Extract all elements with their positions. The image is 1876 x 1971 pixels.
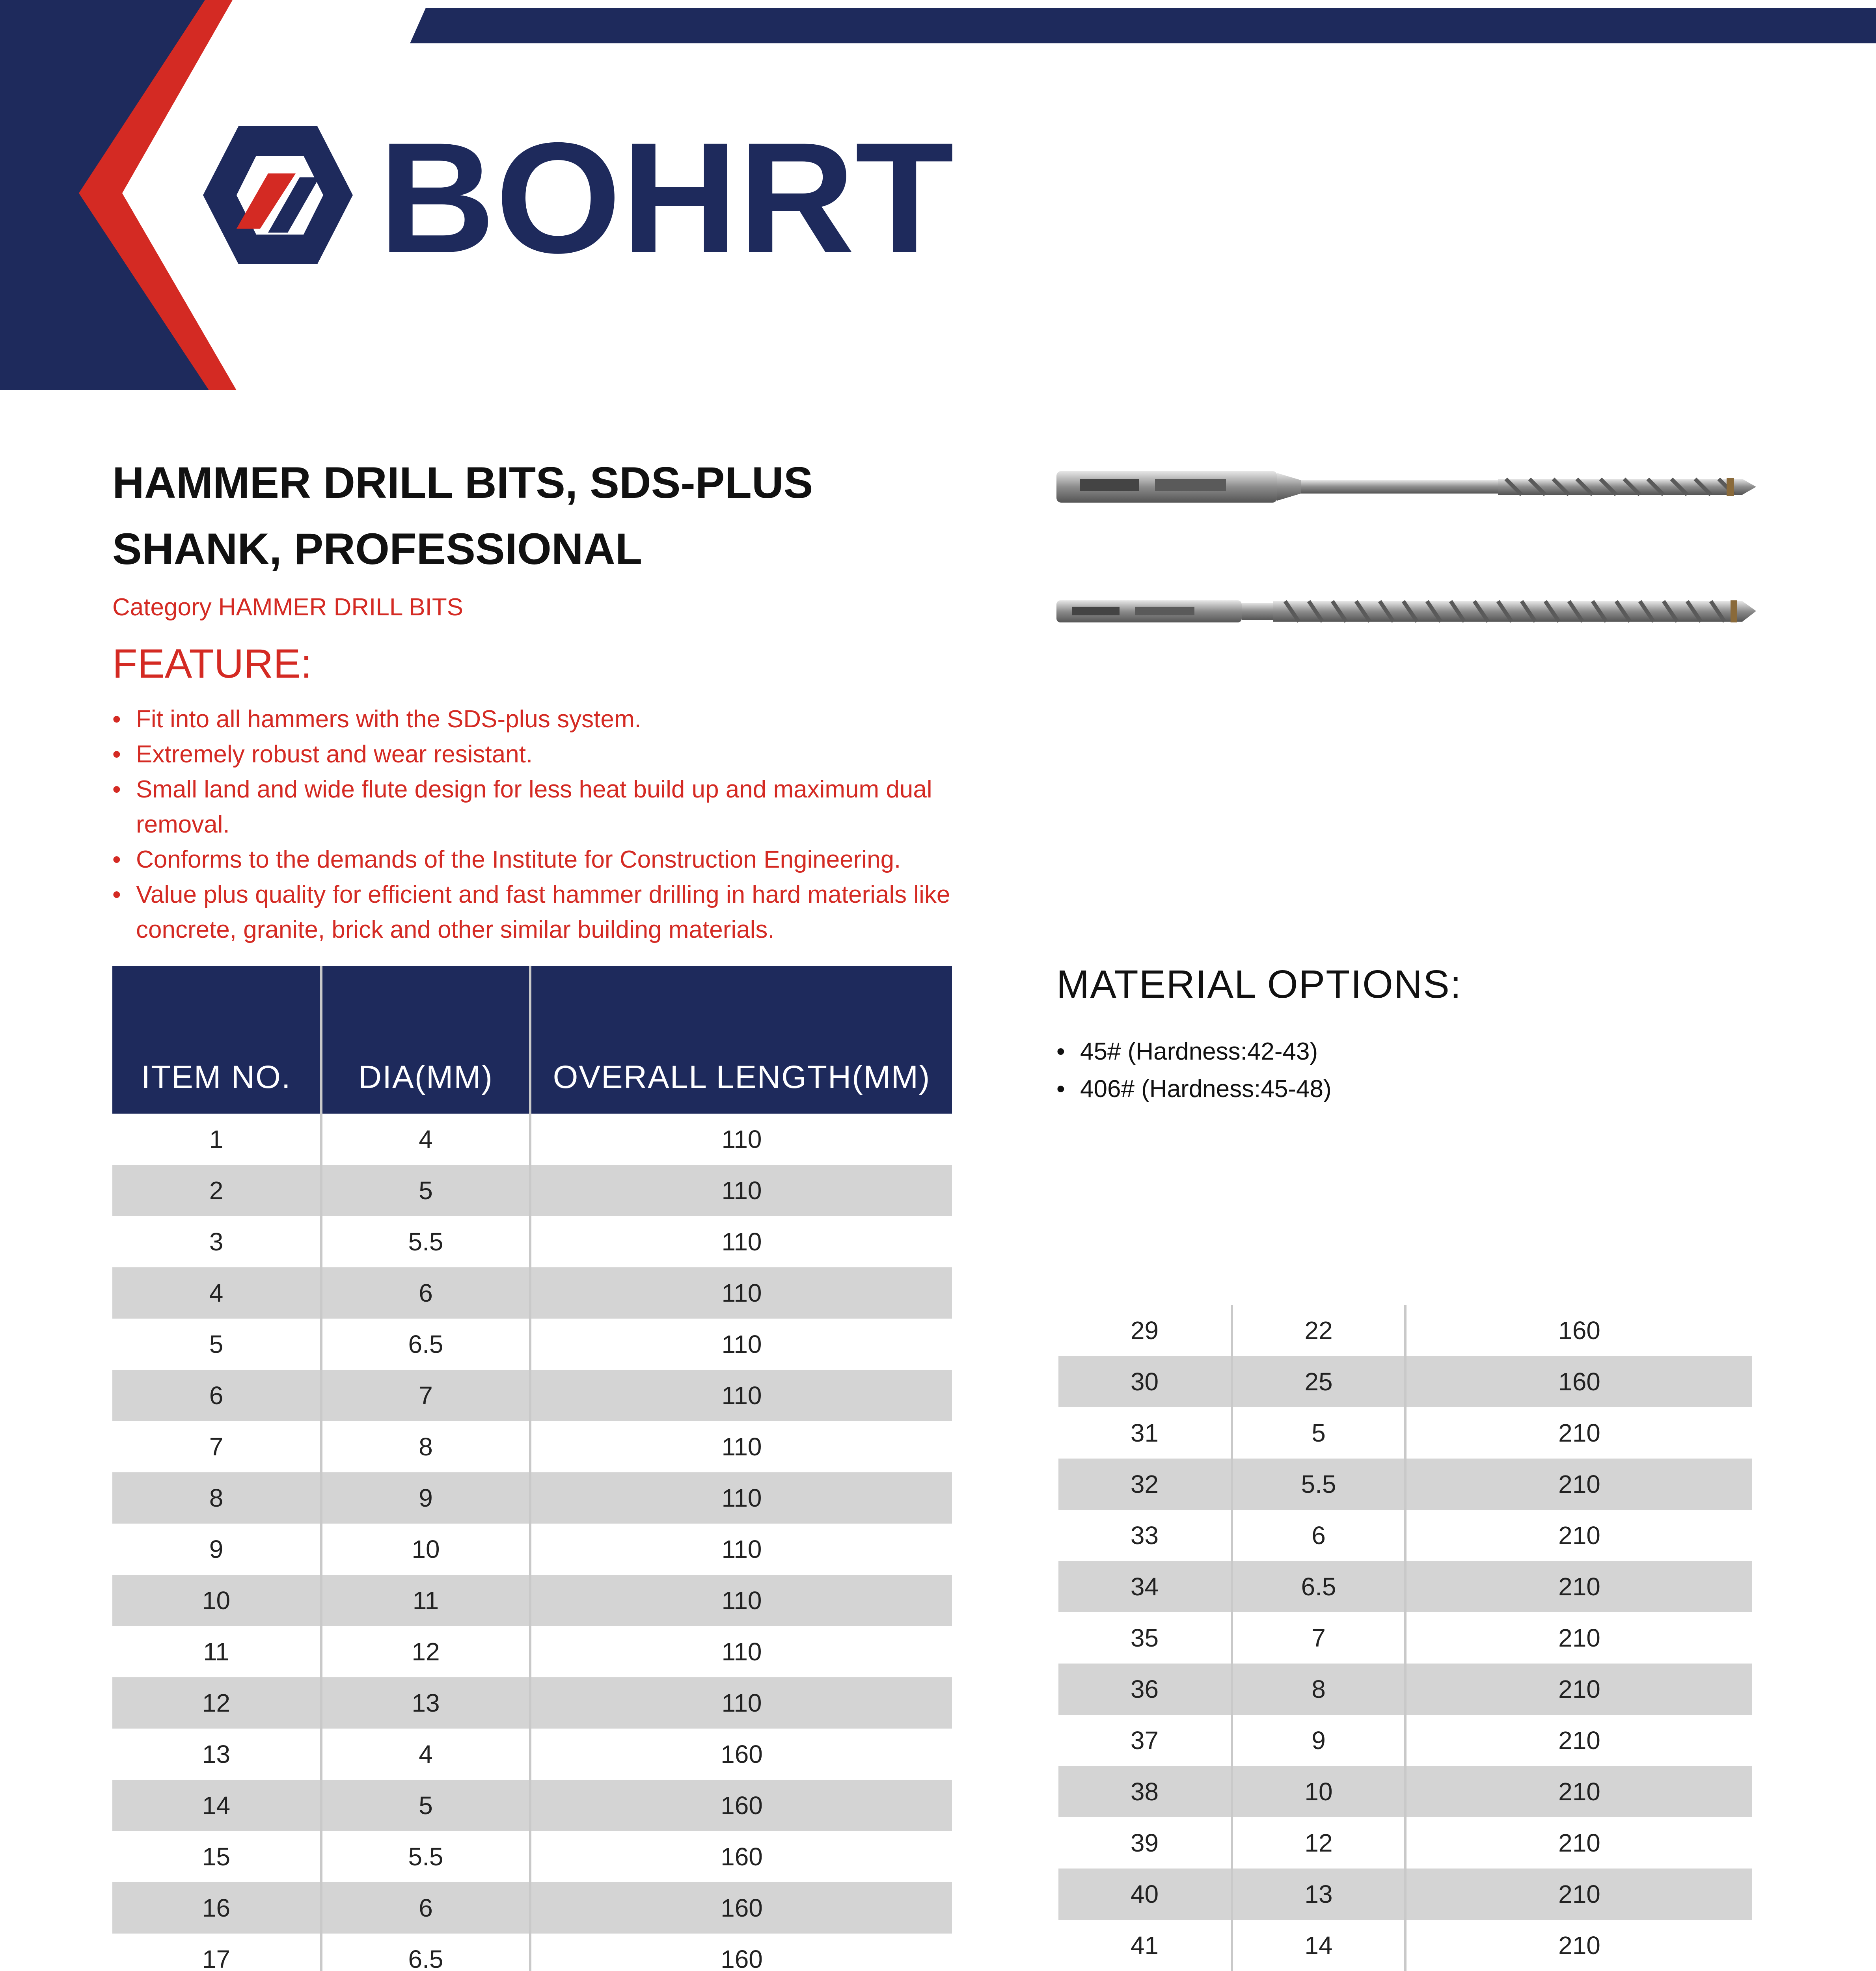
cell-dia: 4 xyxy=(321,1729,530,1780)
feature-heading: FEATURE: xyxy=(112,641,312,687)
cell-length: 110 xyxy=(530,1319,952,1370)
table-row xyxy=(1058,1510,1752,1561)
table-row xyxy=(1058,1612,1752,1664)
cell-item-no: 7 xyxy=(112,1421,321,1472)
cell-dia: 5 xyxy=(1232,1407,1405,1459)
cell-item-no: 3 xyxy=(112,1216,321,1267)
cell-dia: 5 xyxy=(321,1165,530,1216)
table-row xyxy=(112,1524,952,1575)
cell-dia: 22 xyxy=(1232,1305,1405,1356)
cell-item-no: 29 xyxy=(1058,1305,1232,1356)
material-option: • 45# (Hardness:42-43) xyxy=(1056,1033,1332,1070)
cell-length: 210 xyxy=(1405,1920,1752,1971)
cell-dia: 10 xyxy=(321,1524,530,1575)
table-row xyxy=(112,1472,952,1524)
table-row xyxy=(112,1216,952,1267)
cell-length: 210 xyxy=(1405,1459,1752,1510)
table-row xyxy=(112,1934,952,1971)
cell-dia: 4 xyxy=(321,1114,530,1165)
cell-dia: 12 xyxy=(1232,1817,1405,1869)
feature-item: • Extremely robust and wear resistant. xyxy=(112,737,960,772)
spec-table-left-body xyxy=(112,1114,952,1971)
table-row xyxy=(112,1267,952,1319)
table-row xyxy=(112,1677,952,1729)
material-options-heading: MATERIAL OPTIONS: xyxy=(1056,962,1462,1006)
product-category: Category HAMMER DRILL BITS xyxy=(112,594,464,621)
cell-dia: 7 xyxy=(321,1370,530,1421)
cell-length: 160 xyxy=(1405,1305,1752,1356)
cell-item-no: 13 xyxy=(112,1729,321,1780)
cell-dia: 5 xyxy=(321,1780,530,1831)
feature-item: • Small land and wide flute design for less heat build up and maximum dual removal. xyxy=(112,772,960,842)
cell-length: 110 xyxy=(530,1421,952,1472)
cell-dia: 6 xyxy=(321,1267,530,1319)
table-row xyxy=(1058,1664,1752,1715)
spec-table-right xyxy=(1058,1305,1752,1971)
cell-item-no: 34 xyxy=(1058,1561,1232,1612)
cell-dia: 13 xyxy=(321,1677,530,1729)
cell-length: 110 xyxy=(530,1165,952,1216)
cell-length: 210 xyxy=(1405,1817,1752,1869)
cell-item-no: 40 xyxy=(1058,1869,1232,1920)
table-row xyxy=(1058,1561,1752,1612)
cell-length: 160 xyxy=(530,1780,952,1831)
table-row xyxy=(112,1319,952,1370)
cell-item-no: 32 xyxy=(1058,1459,1232,1510)
feature-item: • Fit into all hammers with the SDS-plus system. xyxy=(112,702,960,737)
cell-dia: 11 xyxy=(321,1575,530,1626)
cell-item-no: 30 xyxy=(1058,1356,1232,1407)
cell-length: 160 xyxy=(530,1729,952,1780)
table-row xyxy=(1058,1920,1752,1971)
cell-item-no: 1 xyxy=(112,1114,321,1165)
drill-bit-image-1 xyxy=(1056,461,1758,512)
header-banner xyxy=(0,0,1876,394)
table-row xyxy=(112,1575,952,1626)
cell-dia: 12 xyxy=(321,1626,530,1677)
header-item-no: ITEM NO. xyxy=(112,966,321,1114)
table-row xyxy=(112,1114,952,1165)
cell-dia: 5.5 xyxy=(321,1831,530,1882)
cell-length: 110 xyxy=(530,1114,952,1165)
table-row xyxy=(1058,1817,1752,1869)
cell-length: 210 xyxy=(1405,1715,1752,1766)
cell-item-no: 11 xyxy=(112,1626,321,1677)
table-row xyxy=(1058,1407,1752,1459)
material-option: • 406# (Hardness:45-48) xyxy=(1056,1070,1332,1108)
cell-dia: 7 xyxy=(1232,1612,1405,1664)
cell-dia: 8 xyxy=(1232,1664,1405,1715)
cell-dia: 6 xyxy=(1232,1510,1405,1561)
cell-dia: 6 xyxy=(321,1882,530,1934)
cell-length: 160 xyxy=(530,1831,952,1882)
feature-item: • Conforms to the demands of the Institute for Construction Engineering. xyxy=(112,842,960,877)
cell-length: 110 xyxy=(530,1267,952,1319)
table-row xyxy=(112,1729,952,1780)
table-row xyxy=(112,1165,952,1216)
cell-item-no: 38 xyxy=(1058,1766,1232,1817)
cell-length: 160 xyxy=(530,1882,952,1934)
cell-item-no: 16 xyxy=(112,1882,321,1934)
cell-dia: 6.5 xyxy=(321,1319,530,1370)
cell-length: 210 xyxy=(1405,1561,1752,1612)
cell-length: 210 xyxy=(1405,1510,1752,1561)
table-row xyxy=(1058,1715,1752,1766)
table-row xyxy=(112,1882,952,1934)
cell-dia: 6.5 xyxy=(321,1934,530,1971)
drill-bit-image-2 xyxy=(1056,593,1758,629)
cell-item-no: 12 xyxy=(112,1677,321,1729)
header-dia: DIA(MM) xyxy=(321,966,530,1114)
cell-item-no: 17 xyxy=(112,1934,321,1971)
table-row xyxy=(112,1370,952,1421)
cell-item-no: 35 xyxy=(1058,1612,1232,1664)
cell-item-no: 41 xyxy=(1058,1920,1232,1971)
material-options-list xyxy=(1056,1033,1332,1108)
cell-dia: 9 xyxy=(1232,1715,1405,1766)
feature-item: • Value plus quality for efficient and fast hammer drilling in hard materials like concrete, granite, brick and other similar building materials. xyxy=(112,877,960,947)
cell-item-no: 8 xyxy=(112,1472,321,1524)
cell-item-no: 36 xyxy=(1058,1664,1232,1715)
cell-length: 110 xyxy=(530,1216,952,1267)
cell-dia: 8 xyxy=(321,1421,530,1472)
cell-length: 210 xyxy=(1405,1869,1752,1920)
cell-item-no: 2 xyxy=(112,1165,321,1216)
table-row xyxy=(1058,1356,1752,1407)
cell-dia: 5.5 xyxy=(321,1216,530,1267)
cell-length: 210 xyxy=(1405,1766,1752,1817)
cell-length: 110 xyxy=(530,1524,952,1575)
table-row xyxy=(112,1780,952,1831)
header-overall-length: OVERALL LENGTH(MM) xyxy=(530,966,952,1114)
cell-dia: 5.5 xyxy=(1232,1459,1405,1510)
cell-length: 110 xyxy=(530,1370,952,1421)
product-title-line-2: SHANK, PROFESSIONAL xyxy=(112,524,643,574)
cell-item-no: 31 xyxy=(1058,1407,1232,1459)
cell-dia: 9 xyxy=(321,1472,530,1524)
cell-length: 110 xyxy=(530,1472,952,1524)
cell-length: 110 xyxy=(530,1677,952,1729)
spec-table-left xyxy=(112,966,952,1971)
cell-item-no: 14 xyxy=(112,1780,321,1831)
table-row xyxy=(1058,1869,1752,1920)
cell-item-no: 5 xyxy=(112,1319,321,1370)
bohrt-logo-icon xyxy=(203,126,353,264)
cell-length: 110 xyxy=(530,1626,952,1677)
cell-length: 160 xyxy=(530,1934,952,1971)
brand-wordmark: BOHRT xyxy=(378,110,954,286)
table-row xyxy=(112,1421,952,1472)
cell-dia: 13 xyxy=(1232,1869,1405,1920)
cell-dia: 25 xyxy=(1232,1356,1405,1407)
cell-item-no: 9 xyxy=(112,1524,321,1575)
table-row xyxy=(1058,1766,1752,1817)
table-row xyxy=(112,1626,952,1677)
cell-item-no: 10 xyxy=(112,1575,321,1626)
cell-dia: 6.5 xyxy=(1232,1561,1405,1612)
cell-item-no: 4 xyxy=(112,1267,321,1319)
cell-length: 160 xyxy=(1405,1356,1752,1407)
cell-length: 210 xyxy=(1405,1407,1752,1459)
table-row xyxy=(112,1831,952,1882)
table-row xyxy=(1058,1459,1752,1510)
cell-length: 210 xyxy=(1405,1664,1752,1715)
product-title-line-1: HAMMER DRILL BITS, SDS-PLUS xyxy=(112,458,813,507)
feature-list xyxy=(112,702,960,947)
cell-dia: 14 xyxy=(1232,1920,1405,1971)
cell-item-no: 15 xyxy=(112,1831,321,1882)
cell-item-no: 39 xyxy=(1058,1817,1232,1869)
cell-length: 210 xyxy=(1405,1612,1752,1664)
spec-table-right-body xyxy=(1058,1305,1752,1971)
cell-item-no: 37 xyxy=(1058,1715,1232,1766)
cell-dia: 10 xyxy=(1232,1766,1405,1817)
cell-item-no: 6 xyxy=(112,1370,321,1421)
cell-length: 110 xyxy=(530,1575,952,1626)
cell-item-no: 33 xyxy=(1058,1510,1232,1561)
table-row xyxy=(1058,1305,1752,1356)
